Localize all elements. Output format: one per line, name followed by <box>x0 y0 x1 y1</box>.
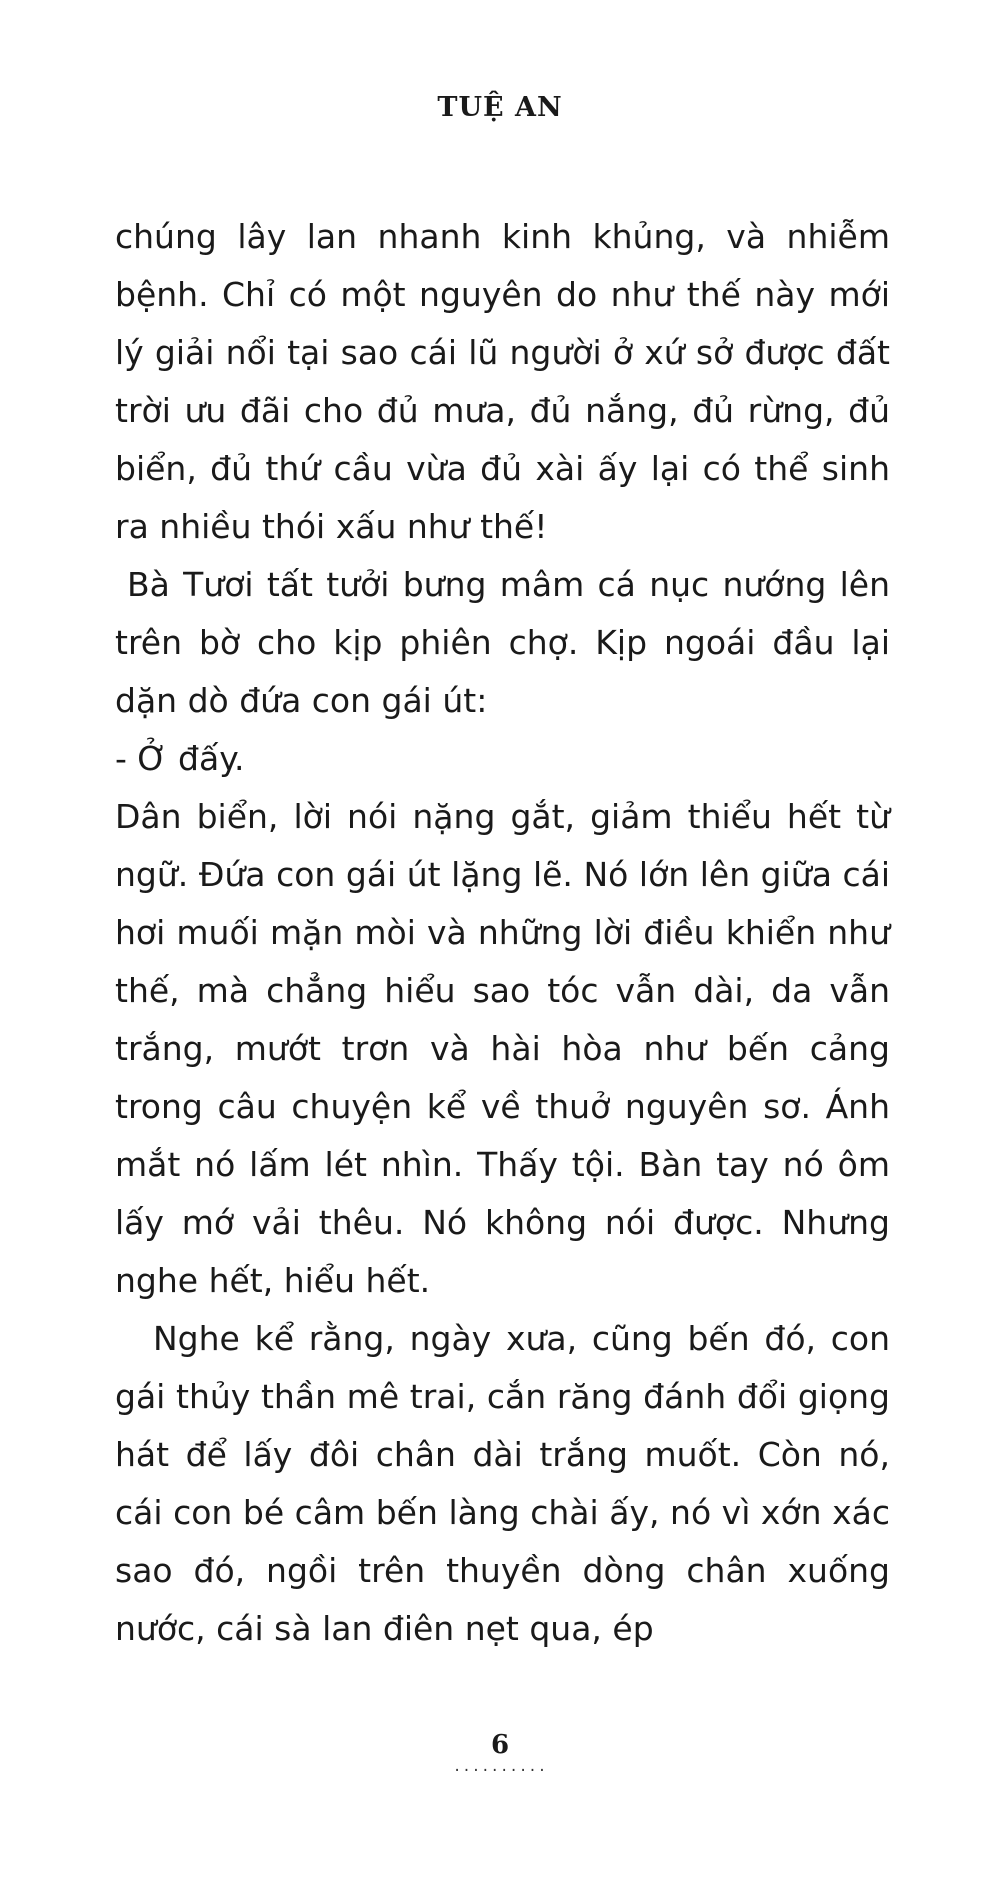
paragraph-dialogue: - Ở đấy. <box>115 739 245 778</box>
page-number-dotted-rule: ·········· <box>452 1763 548 1779</box>
paragraph-nghe-ke: Nghe kể rằng, ngày xưa, cũng bến đó, con gái thủy thần mê trai, cắn răng đánh đổi giọng hát để lấy đôi chân dài trắng muốt. Còn nó, cái con bé câm bến làng chài ấy, nó vì xớn xác sao đó, ngồi trên thuyền dòng chân xuống nước, cái sà lan điên nẹt qua, ép <box>115 1319 890 1648</box>
paragraph-continuation: chúng lây lan nhanh kinh khủng, và nhiễm bệnh. Chỉ có một nguyên do như thế này mới lý giải nổi tại sao cái lũ người ở xứ sở được đất trời ưu đãi cho đủ mưa, đủ nắng, đủ rừng, đủ biển, đủ thứ cầu vừa đủ xài ấy lại có thể sinh ra nhiều thói xấu như thế! <box>115 217 890 546</box>
running-header-title: TUỆ AN <box>437 92 563 123</box>
paragraph-ba-tuoi: Bà Tươi tất tưởi bưng mâm cá nục nướng lên trên bờ cho kịp phiên chợ. Kịp ngoái đầu lại dặn dò đứa con gái út: <box>115 565 890 720</box>
paragraph-dan-bien: Dân biển, lời nói nặng gắt, giảm thiểu hết từ ngữ. Đứa con gái út lặng lẽ. Nó lớn lên giữa cái hơi muối mặn mòi và những lời điều khiển như thế, mà chẳng hiểu sao tóc vẫn dài, da vẫn trắng, mướt trơn và hài hòa như bến cảng trong câu chuyện kể về thuở nguyên sơ. Ánh mắt nó lấm lét nhìn. Thấy tội. Bàn tay nó ôm lấy mớ vải thêu. Nó không nói được. Nhưng nghe hết, hiểu hết. <box>115 797 890 1300</box>
body-text <box>115 208 890 1658</box>
page-number: 6 <box>490 1730 510 1760</box>
